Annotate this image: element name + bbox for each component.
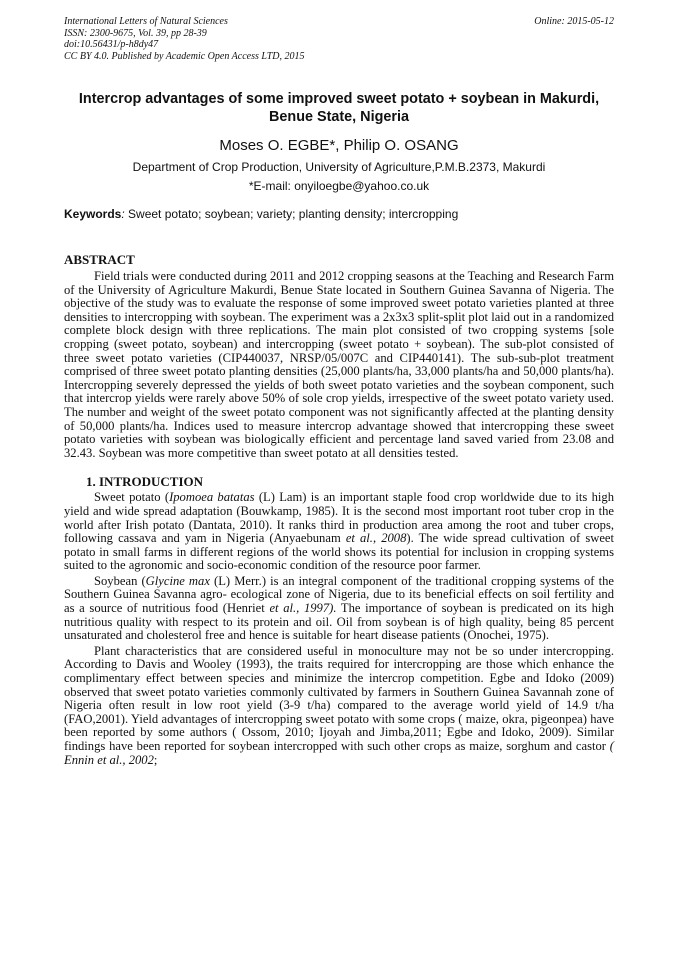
intro-paragraph-3: Plant characteristics that are considered useful in monoculture may not be so under intercropping. According to Davis and Wooley (1993), the traits required for intercropping are those which enhance the complimentary effect between species and minimize the intercrop competition. Egbe and Idoko (2009) observed that sweet potato varieties commonly cultivated by farmers in Southern Guinea Savannah zone of Nigeria often result in low root yield (3-9 t/ha) compared to the average world yield of 14.9 t/ha (FAO,2001). Yield advantages of intercropping sweet potato with some crops ( maize, okra, pigeonpea) have been reported by some authors ( Ossom, 2010; Ijoyah and Jimba,2011; Egbe and Idoko, 2009). Similar findings have been reported for soybean intercropped with such other crops as maize, sorghum and castor ( Ennin et al., 2002; [64, 643, 614, 767]
author-affiliation: Department of Crop Production, University of Agriculture,P.M.B.2373, Makurdi [132, 160, 546, 174]
intro-paragraph-2: Soybean (Glycine max (L) Merr.) is an integral component of the traditional cropping systems of the Southern Guinea Savanna agro- ecological zone of Nigeria, due to its beneficial effects on soil fertility and as a source of nutritious food (Henriet et al., 1997). The importance of soybean is predicated on its high nutritious quality with respect to its protein and oil. Oil from soybean is of high quality, being 85 percent unsaturated and cholesterol free and hence is suitable for heart disease patients (Onochei, 1975). [64, 573, 614, 643]
keywords [64, 207, 614, 222]
abstract-heading: ABSTRACT [64, 252, 135, 267]
online-date: Online: 2015-05-12 [534, 16, 614, 27]
intro-paragraph-1: Sweet potato (Ipomoea batatas (L) Lam) is an important staple food crop worldwide due to its high yield and wide spread adaptation (Bouwkamp, 1985). It is the second most important root tuber crop in the world after Irish potato (Dantata, 2010). It ranks third in production area among the root and tuber crops, following cassava and yam in Nigeria (Anyaebunam et al., 2008). The wide spread cultivation of sweet potato in small farms in different regions of the world shows its potential for inclusion in cropping systems suited to the agronomic and socio-economic condition of the resource poor farmer. [64, 490, 615, 573]
journal-header [64, 16, 614, 62]
abstract-text: Field trials were conducted during 2011 and 2012 cropping seasons at the Teaching and Research Farm of the University of Agriculture Makurdi, Benue State located in Southern Guinea Savanna of Nigeria. The objective of the study was to evaluate the response of some improved sweet potato varieties planted at three densities to intercropping with soybean. The experiment was a 2x3x3 split-split plot laid out in a randomized complete block design with three replications. The main plot consisted of two cropping systems [sole cropping (sweet potato, soybean) and intercropping (sweet potato + soybean). The sub-plot consisted of three sweet potato varieties (CIP440037, NRSP/05/007C and CIP440141). The sub-sub-plot treatment comprised of three sweet potato planting densities (25,000 plants/ha, 33,000 plants/ha and 50,000 plants/ha). Intercropping severely depressed the yields of both sweet potato varieties and the soybean component, such that intercrop yields were rarely above 50% of sole crop yields, irrespective of the sweet potato variety used. The number and weight of the sweet potato component was not significantly affected at the planting density of 50,000 plants/ha. Indices used to measure intercrop advantage showed that intercropping these sweet potato varieties with soybean was biologically efficient and percentage land saved varied from 23.08 and 32.43. Soybean was more competitive than sweet potato at all densities tested. [64, 269, 614, 460]
journal-issn: ISSN: 2300-9675, Vol. 39, pp 28-39 [64, 27, 207, 39]
journal-doi: doi:10.56431/p-h8dy47 [64, 39, 159, 50]
journal-name: International Letters of Natural Sciences [64, 16, 228, 27]
keywords-text: Sweet potato; soybean; variety; planting density; intercropping [124, 207, 459, 221]
journal-license: CC BY 4.0. Published by Academic Open Access LTD, 2015 [64, 50, 305, 62]
paper-title: Intercrop advantages of some improved sweet potato + soybean in Makurdi, Benue State, Nigeria [78, 91, 600, 125]
keywords-label: Keywords [64, 207, 122, 221]
paper-authors: Moses O. EGBE*, Philip O. OSANG [219, 137, 459, 154]
keywords-colon: : [121, 207, 125, 221]
author-email: *E-mail: onyiloegbe@yahoo.co.uk [248, 179, 430, 193]
introduction-heading: 1. INTRODUCTION [86, 474, 204, 490]
